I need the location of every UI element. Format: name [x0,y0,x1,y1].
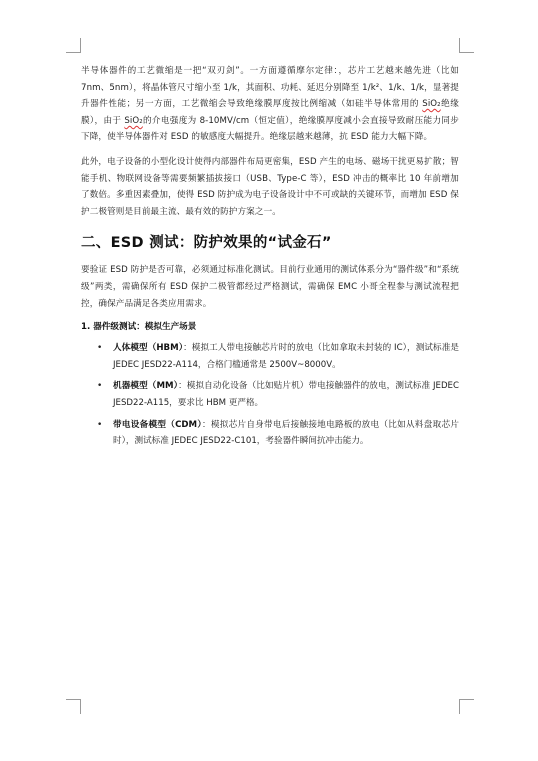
paragraph-process-scaling [81,63,459,146]
list-item-term: 机器模型（MM） [113,381,179,392]
crop-mark-bottom-right [459,699,474,714]
paragraph-text: 绝缘膜），由于 [81,99,459,126]
paragraph-text: 半导体器件的工艺微缩是一把“双刃剑”。一方面遵循摩尔定律：，芯片工艺越来越先进（比如 7nm、5nm），将晶体管尺寸缩小至 1/k，其面积、功耗、延迟分别降至 1/k²、1/k、1/k，显著提升器件性能；另一方面，工艺微缩会导致绝缘膜厚度按比例缩减（如硅半导体常用的 [81,66,459,110]
list-item-text: ：模拟自动化设备（比如贴片机）带电接触器件的放电，测试标准 JEDEC JESD22-A115，要求比 HBM 更严格。 [113,381,459,408]
crop-mark-top-right [459,38,474,53]
test-model-list [81,340,459,450]
list-item [95,340,459,373]
spellcheck-word: SiO₂ [124,115,143,126]
paragraph-testing-intro: 要验证 ESD 防护是否可靠，必须通过标准化测试。目前行业通用的测试体系分为“器件级”和“系统级”两类，需确保所有 ESD 保护二极管都经过严格测试，需确保 EMC 小哥全程参与测试流程把控，确保产品满足各类应用需求。 [81,265,459,309]
document-body[interactable] [81,63,459,455]
spellcheck-word: SiO₂ [422,99,441,110]
section-heading: 二、ESD 测试：防护效果的“试金石” [81,235,332,252]
crop-mark-top-left [66,38,81,53]
list-item-text: ：模拟芯片自身带电后接触接地电路板的放电（比如从料盘取芯片时），测试标准 JEDEC JESD22-C101，考验器件瞬间抗冲击能力。 [113,419,459,447]
paragraph-text: 的介电强度为 8-10MV/cm（恒定值），绝缘膜厚度减小会直接导致耐压能力同步下降，使半导体器件对 ESD 的敏感度大幅提升。绝缘层越来越薄，抗 ESD 能力大幅下降。 [81,115,459,143]
list-item-term: 人体模型（HBM） [113,343,184,354]
subsection-heading: 1. 器件级测试：模拟生产场景 [81,322,197,333]
list-item [95,378,459,411]
paragraph-miniaturization: 此外，电子设备的小型化设计使得内部器件布局更密集，ESD 产生的电场、磁场干扰更易扩散；智能手机、物联网设备等需要频繁插拔接口（USB、Type-C 等），ESD 冲击的概率比 10 年前增加了数倍。多重因素叠加，使得 ESD 防护成为电子设备设计中不可或缺的关键环节，而增加 ESD 保护二极管则是目前最主流、最有效的防护方案之一。 [81,156,459,217]
crop-mark-bottom-left [66,699,81,714]
list-item [95,417,459,450]
list-item-text: ：模拟工人带电接触芯片时的放电（比如拿取未封装的 IC），测试标准是 JEDEC JESD22-A114，合格门槛通常是 2500V~8000V。 [113,343,459,370]
list-item-term: 带电设备模型（CDM） [113,419,202,430]
bullet-icon: • [97,419,103,430]
bullet-icon: • [97,381,103,392]
bullet-icon: • [97,343,103,354]
